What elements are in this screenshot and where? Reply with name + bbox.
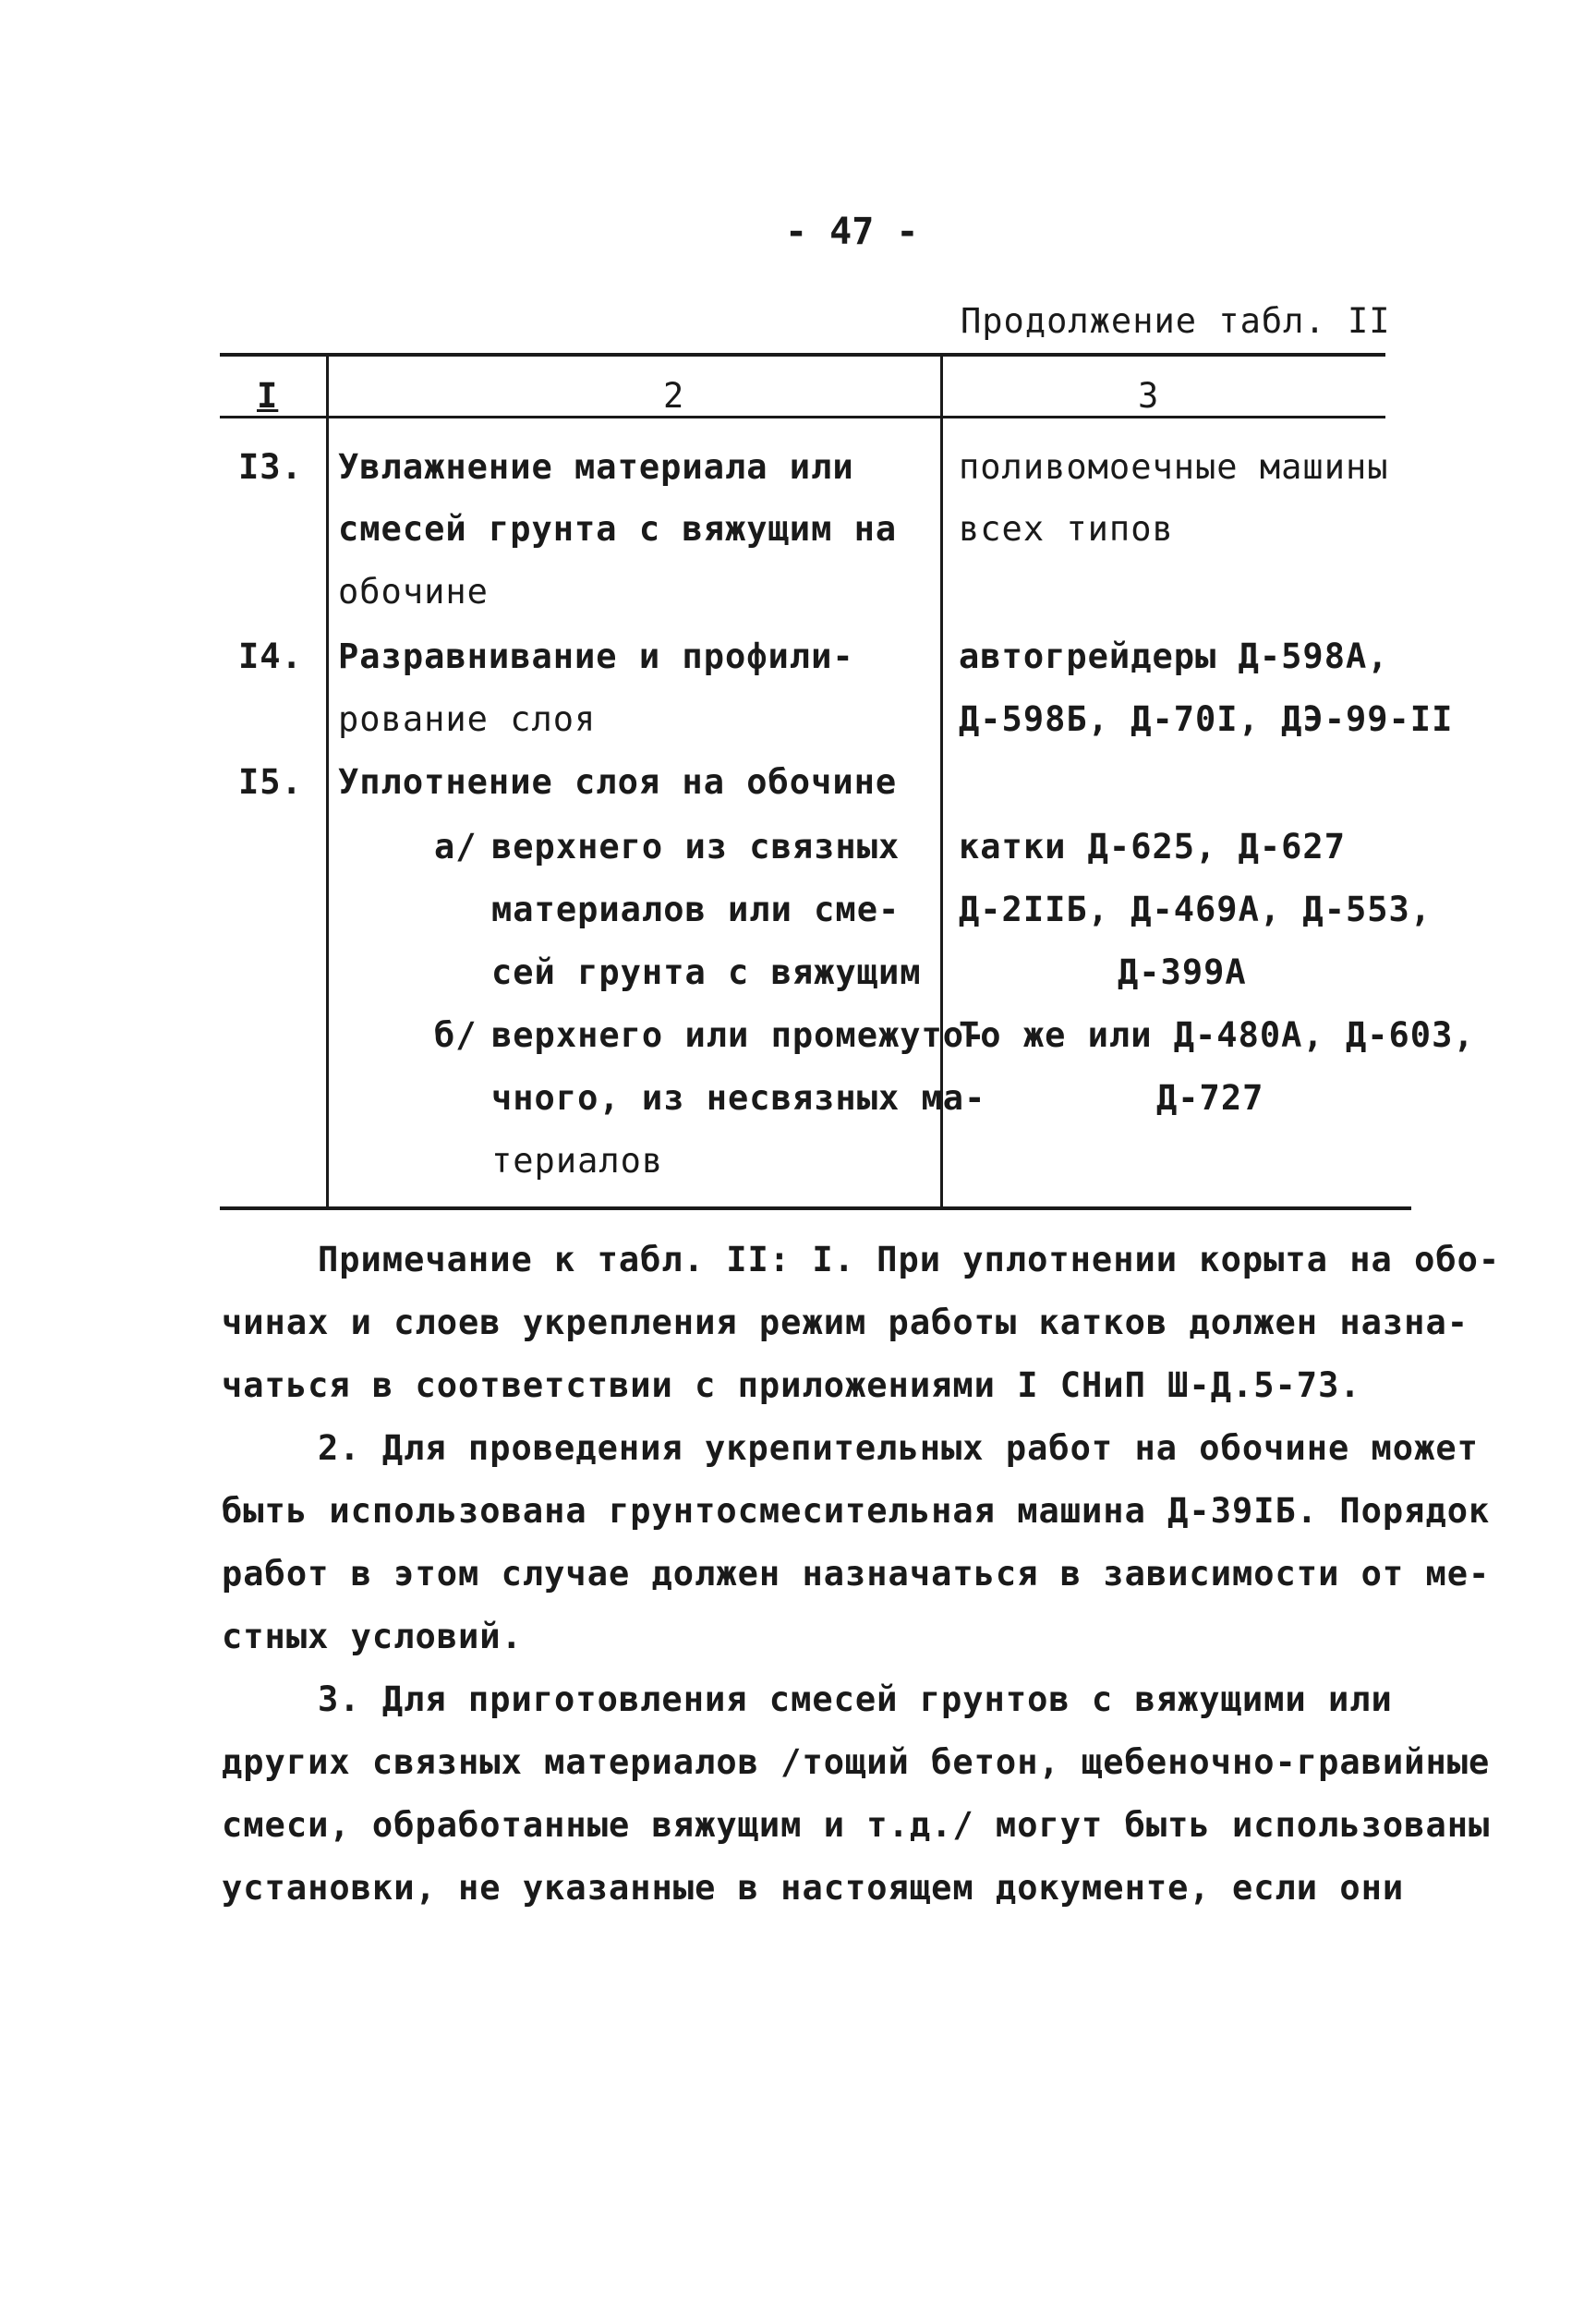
subrow-marker: б/ <box>434 1015 478 1055</box>
subrow-description-line: верхнего из связных <box>491 827 901 867</box>
note-3-line: смеси, обработанные вяжущим и т.д./ могут быть использованы <box>222 1805 1491 1845</box>
table-bottom-rule <box>220 1206 1411 1210</box>
subrow-description-line: верхнего или промежуто- <box>491 1015 986 1055</box>
row-description-line: обочине <box>338 572 489 612</box>
row-number: I4. <box>238 636 303 676</box>
row-description-line: смесей грунта с вяжущим на <box>338 509 898 549</box>
note-3-line: 3. Для приготовления смесей грунтов с вяжущими или <box>318 1679 1393 1719</box>
note-1-line: Примечание к табл. II: I. При уплотнении корыта на обо- <box>318 1240 1501 1279</box>
subrow-equipment-line: Д-399А <box>1118 952 1247 992</box>
subrow-equipment-line: Д-727 <box>1156 1078 1264 1118</box>
note-3-line: других связных материалов /тощий бетон, щебеночно-гравийные <box>222 1742 1491 1782</box>
row-equipment-line: поливомоечные машины <box>959 447 1389 487</box>
note-2-line: 2. Для проведения укрепительных работ на обочине может <box>318 1428 1479 1468</box>
column-header-1: I <box>257 376 279 416</box>
row-description-line: Уплотнение слоя на обочине <box>338 762 898 802</box>
row-description-line: рование слоя <box>338 699 597 739</box>
table-caption: Продолжение табл. II <box>961 301 1391 341</box>
note-2-line: работ в этом случае должен назначаться в зависимости от ме- <box>222 1554 1491 1594</box>
column-header-3: 3 <box>1138 376 1160 416</box>
column-header-2: 2 <box>663 376 685 416</box>
row-equipment-line: автогрейдеры Д-598А, <box>959 636 1389 676</box>
note-2-line: стных условий. <box>222 1617 523 1656</box>
subrow-equipment-line: катки Д-625, Д-627 <box>959 827 1346 867</box>
note-2-line: быть использована грунтосмесительная машина Д-39IБ. Порядок <box>222 1491 1491 1531</box>
row-description-line: Увлажнение материала или <box>338 447 854 487</box>
subrow-description-line: материалов или сме- <box>491 890 901 929</box>
row-number: I3. <box>238 447 303 487</box>
page-number: - 47 - <box>785 211 919 253</box>
row-equipment-line: Д-598Б, Д-70I, ДЭ-99-II <box>959 699 1454 739</box>
row-description-line: Разравнивание и профили- <box>338 636 854 676</box>
note-1-line: чинах и слоев укрепления режим работы катков должен назна- <box>222 1303 1469 1342</box>
row-equipment-line: всех типов <box>959 509 1174 549</box>
row-number: I5. <box>238 762 303 802</box>
subrow-marker: а/ <box>434 827 478 867</box>
subrow-description-line: сей грунта с вяжущим <box>491 952 922 992</box>
column-divider-1 <box>326 355 329 1206</box>
subrow-equipment-line: Д-2IIБ, Д-469А, Д-553, <box>959 890 1433 929</box>
header-bottom-rule <box>220 416 1385 418</box>
table-top-rule <box>220 353 1385 357</box>
subrow-description-line: чного, из несвязных ма- <box>491 1078 986 1118</box>
subrow-equipment-line: То же или Д-480А, Д-603, <box>959 1015 1475 1055</box>
note-1-line: чаться в соответствии с приложениями I СНиП Ш-Д.5-73. <box>222 1365 1361 1405</box>
note-3-line: установки, не указанные в настоящем документе, если они <box>222 1868 1405 1908</box>
subrow-description-line: териалов <box>491 1141 664 1181</box>
